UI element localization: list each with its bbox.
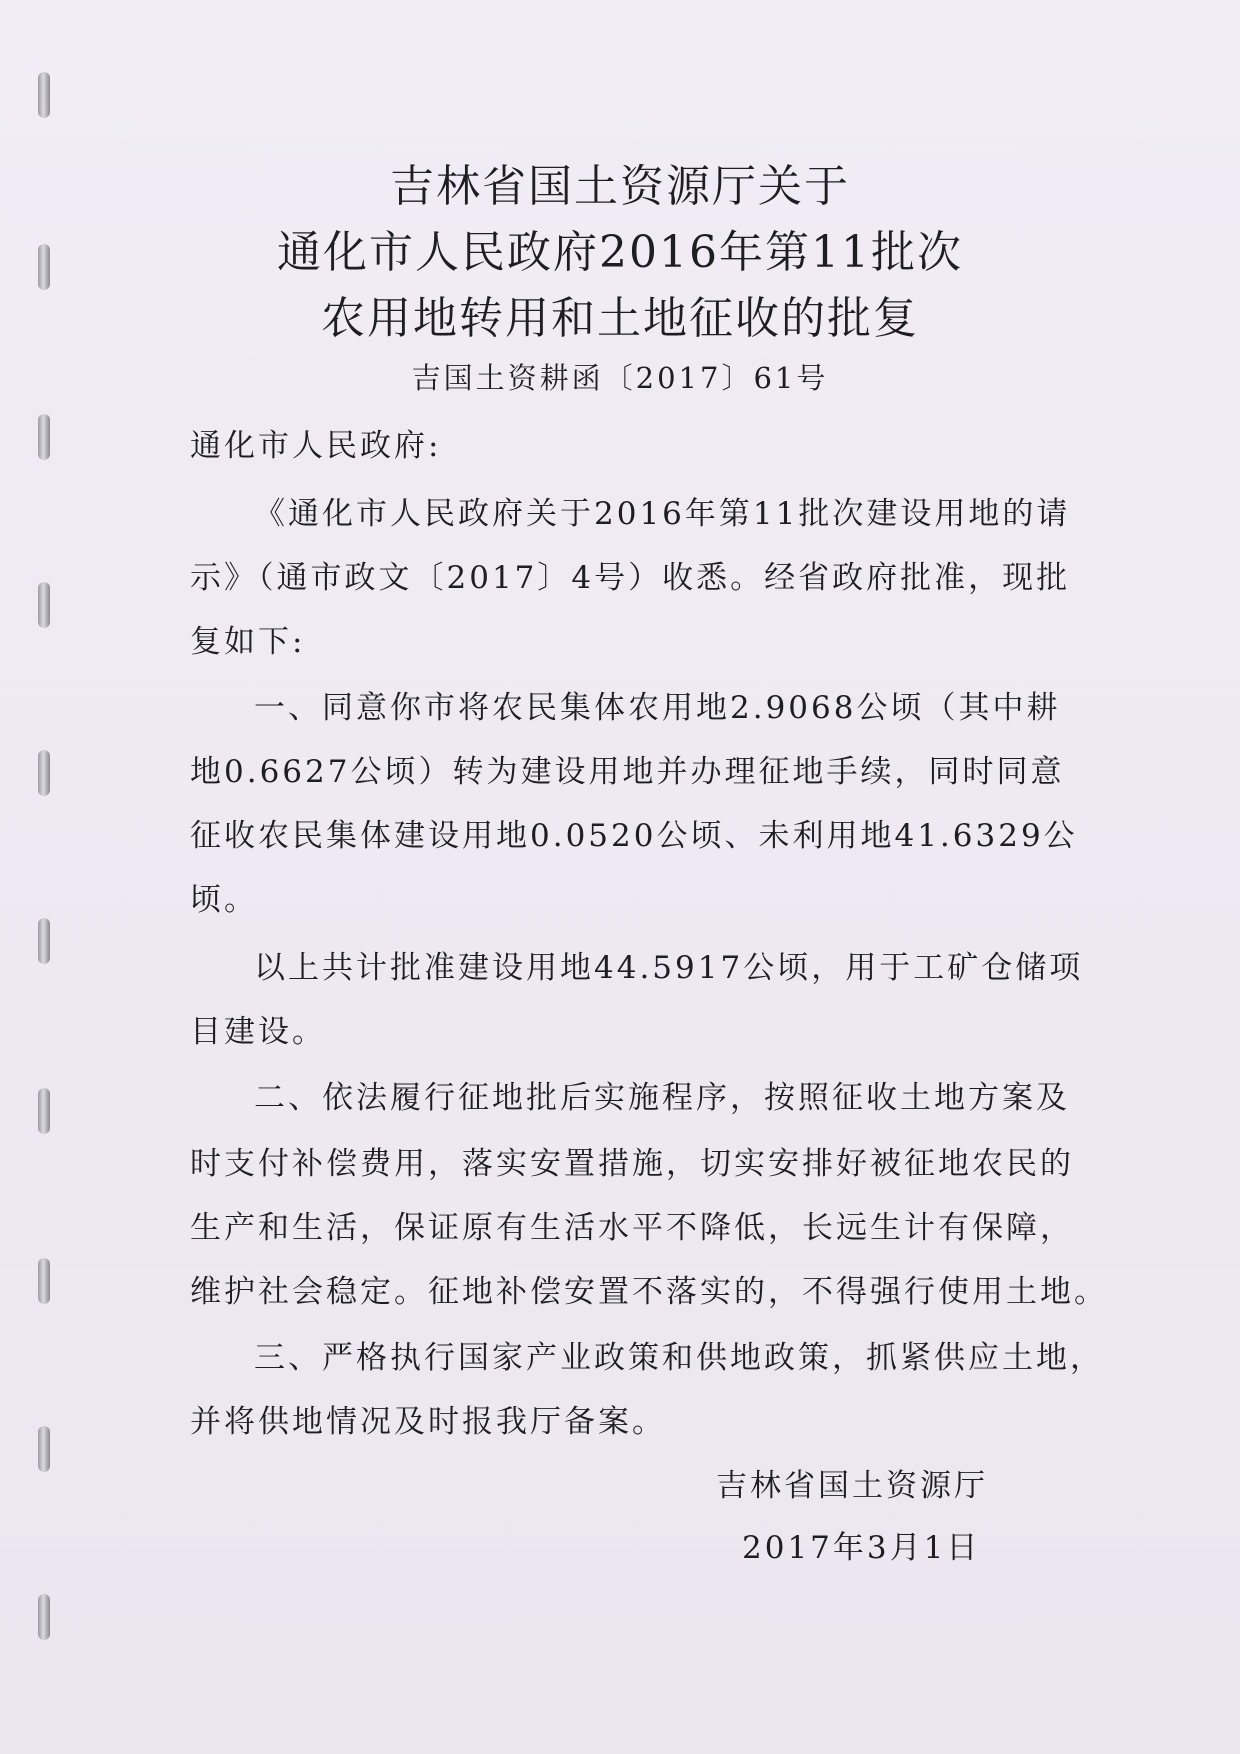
binding-hole: [38, 750, 50, 796]
paragraph-1-line: 《通化市人民政府关于2016年第11批次建设用地的请: [254, 496, 1071, 532]
paragraph-2-line: 一、同意你市将农民集体农用地2.9068公顷（其中耕: [254, 690, 1061, 726]
paragraph-2-line: 征收农民集体建设用地0.0520公顷、未利用地41.6329公: [190, 818, 1078, 854]
paragraph-1-line: 复如下:: [190, 624, 306, 660]
binding-hole: [38, 1426, 50, 1472]
issuing-organization: 吉林省国土资源厅: [716, 1468, 988, 1504]
issue-date: 2017年3月1日: [742, 1530, 981, 1566]
paragraph-2-line: 顷。: [190, 882, 258, 918]
paragraph-5-line: 并将供地情况及时报我厅备案。: [190, 1404, 666, 1440]
document-title-line-2: 通化市人民政府2016年第11批次: [277, 227, 963, 278]
paragraph-4-line: 维护社会稳定。征地补偿安置不落实的，不得强行使用土地。: [190, 1274, 1108, 1310]
paragraph-5-line: 三、严格执行国家产业政策和供地政策，抓紧供应土地，: [254, 1340, 1104, 1376]
binding-hole: [38, 1088, 50, 1134]
addressee: 通化市人民政府:: [190, 428, 442, 464]
binding-hole: [38, 414, 50, 460]
binding-hole: [38, 582, 50, 628]
binding-hole: [38, 1594, 50, 1640]
document-title-line-3: 农用地转用和土地征收的批复: [321, 293, 919, 344]
document-number: 吉国土资耕函〔2017〕61号: [411, 361, 829, 395]
paragraph-4-line: 时支付补偿费用，落实安置措施，切实安排好被征地农民的: [190, 1146, 1074, 1182]
paragraph-3-line: 目建设。: [190, 1014, 326, 1050]
paragraph-4-line: 二、依法履行征地批后实施程序，按照征收土地方案及: [254, 1080, 1070, 1116]
binding-hole: [38, 918, 50, 964]
paragraph-2-line: 地0.6627公顷）转为建设用地并办理征地手续，同时同意: [190, 754, 1065, 790]
paragraph-3-line: 以上共计批准建设用地44.5917公顷，用于工矿仓储项: [254, 950, 1084, 986]
binding-hole: [38, 1258, 50, 1304]
paragraph-4-line: 生产和生活，保证原有生活水平不降低，长远生计有保障，: [190, 1210, 1074, 1246]
binding-hole: [38, 72, 50, 118]
paragraph-1-line: 示》（通市政文〔2017〕4号）收悉。经省政府批准，现批: [190, 560, 1071, 596]
document-title-line-1: 吉林省国土资源厅关于: [390, 161, 850, 212]
